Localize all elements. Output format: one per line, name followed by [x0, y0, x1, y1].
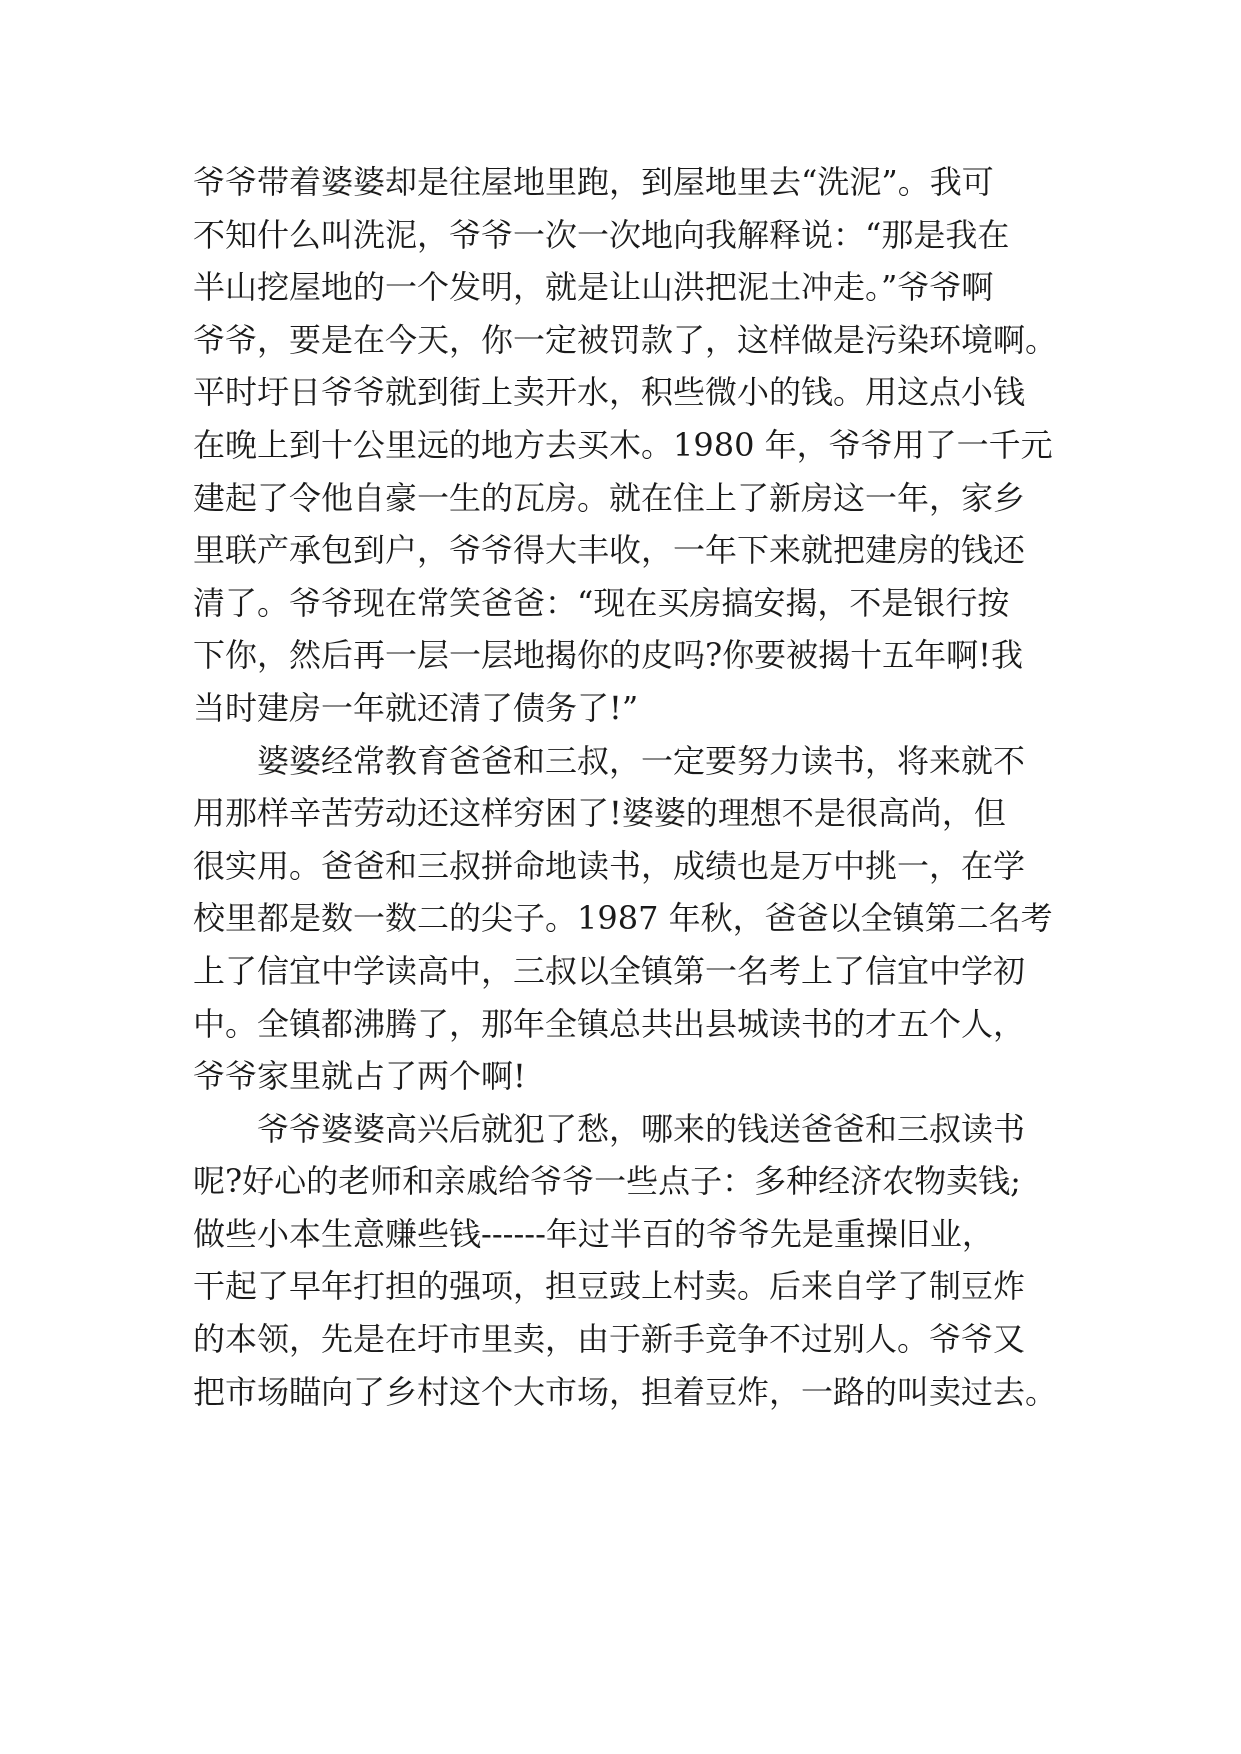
text-line: 上了信宜中学读高中，三叔以全镇第一名考上了信宜中学初	[193, 951, 1026, 990]
text-line: 爷爷婆婆高兴后就犯了愁，哪来的钱送爸爸和三叔读书	[257, 1109, 1026, 1148]
text-line: 在晚上到十公里远的地方去买木。1980 年，爷爷用了一千元	[193, 425, 1053, 464]
text-line: 用那样辛苦劳动还这样穷困了!婆婆的理想不是很高尚，但	[193, 794, 1006, 833]
text-line: 中。全镇都沸腾了，那年全镇总共出县城读书的才五个人，	[193, 1004, 1026, 1043]
text-line: 不知什么叫洗泥，爷爷一次一次地向我解释说：“那是我在	[193, 215, 1010, 254]
text-line: 干起了早年打担的强项，担豆豉上村卖。后来自学了制豆炸	[193, 1267, 1026, 1306]
text-line: 当时建房一年就还清了债务了!”	[193, 688, 639, 727]
text-line: 建起了令他自豪一生的瓦房。就在住上了新房这一年，家乡	[193, 478, 1026, 517]
text-line: 里联产承包到户，爷爷得大丰收，一年下来就把建房的钱还	[193, 531, 1026, 570]
text-line: 校里都是数一数二的尖子。1987 年秋，爸爸以全镇第二名考	[193, 899, 1053, 938]
text-line: 爷爷家里就占了两个啊!	[193, 1057, 526, 1096]
text-line: 爷爷带着婆婆却是往屋地里跑，到屋地里去“洗泥”。我可	[193, 163, 994, 201]
text-line: 下你，然后再一层一层地揭你的皮吗?你要被揭十五年啊!我	[193, 636, 1024, 675]
text-line: 做些小本生意赚些钱------年过半百的爷爷先是重操旧业，	[193, 1214, 994, 1253]
paragraph-3	[193, 1103, 1063, 1419]
text-line: 婆婆经常教育爸爸和三叔，一定要努力读书，将来就不	[257, 741, 1026, 780]
text-line: 半山挖屋地的一个发明，就是让山洪把泥土冲走。”爷爷啊	[193, 268, 994, 307]
text-line: 把市场瞄向了乡村这个大市场，担着豆炸，一路的叫卖过去。	[193, 1372, 1058, 1411]
text-line: 的本领，先是在圩市里卖，由于新手竞争不过别人。爷爷又	[193, 1320, 1026, 1359]
text-line: 很实用。爸爸和三叔拼命地读书，成绩也是万中挑一，在学	[193, 846, 1026, 885]
text-line: 呢?好心的老师和亲戚给爷爷一些点子：多种经济农物卖钱;	[193, 1162, 1021, 1201]
paragraph-1	[193, 156, 1063, 735]
paragraph-2	[193, 735, 1063, 1103]
text-line: 清了。爷爷现在常笑爸爸：“现在买房搞安揭，不是银行按	[193, 583, 1010, 622]
text-line: 爷爷，要是在今天，你一定被罚款了，这样做是污染环境啊。	[193, 320, 1058, 359]
text-line: 平时圩日爷爷就到街上卖开水，积些微小的钱。用这点小钱	[193, 373, 1026, 412]
body-text	[193, 156, 1063, 1418]
